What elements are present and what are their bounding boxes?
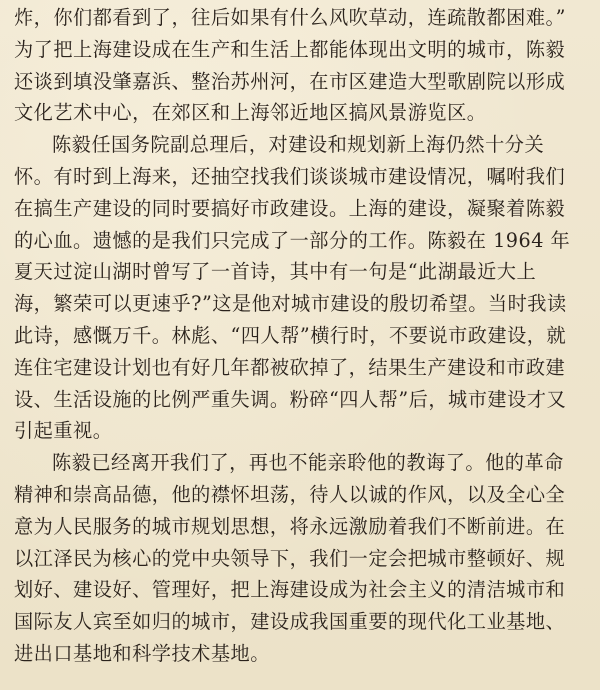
text-line: 以江泽民为核心的党中央领导下，我们一定会把城市整顿好、规: [14, 546, 566, 570]
text-line: 国际友人宾至如归的城市，建设成我国重要的现代化工业基地、: [14, 610, 566, 634]
text-line: 怀。有时到上海来，还抽空找我们谈谈城市建设情况，嘱咐我们: [14, 164, 566, 188]
text-line: 在搞生产建设的同时要搞好市政建设。上海的建设，凝聚着陈毅: [14, 196, 566, 220]
text-line: 还谈到填没肇嘉浜、整治苏州河，在市区建造大型歌剧院以形成: [14, 69, 566, 93]
text-line: 文化艺术中心，在郊区和上海邻近地区搞风景游览区。: [14, 101, 487, 125]
text-line: 意为人民服务的城市规划思想，将永远激励着我们不断前进。在: [14, 514, 566, 538]
text-line: 此诗，感慨万千。林彪、“四人帮”横行时，不要说市政建设，就: [14, 323, 567, 347]
text-line: 连住宅建设计划也有好几年都被砍掉了，结果生产建设和市政建: [14, 355, 566, 379]
paragraph-start-line: 陈毅已经离开我们了，再也不能亲聆他的教诲了。他的革命: [52, 451, 564, 475]
text-line: 炸，你们都看到了，往后如果有什么风吹草动，连疏散都困难。”: [14, 6, 566, 29]
text-line: 划好、建设好、管理好，把上海建设成为社会主义的清洁城市和: [14, 578, 566, 602]
text-line: 的心血。遗憾的是我们只完成了一部分的工作。陈毅在 1964 年: [14, 228, 571, 252]
text-line: 设、生活设施的比例严重失调。粉碎“四人帮”后，城市建设才又: [14, 387, 567, 411]
text-line: 精神和崇高品德，他的襟怀坦荡，待人以诚的作风，以及全心全: [14, 482, 566, 506]
paragraph-start-line: 陈毅任国务院副总理后，对建设和规划新上海仍然十分关: [52, 133, 545, 157]
text-line: 海，繁荣可以更速乎?”这是他对城市建设的殷切希望。当时我读: [14, 292, 567, 316]
text-line: 引起重视。: [14, 419, 113, 443]
text-line: 进出口基地和科学技术基地。: [14, 641, 270, 665]
text-line: 夏天过淀山湖时曾写了一首诗，其中有一句是“此湖最近大上: [14, 260, 537, 284]
text-line: 为了把上海建设成在生产和生活上都能体现出文明的城市，陈毅: [14, 37, 566, 61]
